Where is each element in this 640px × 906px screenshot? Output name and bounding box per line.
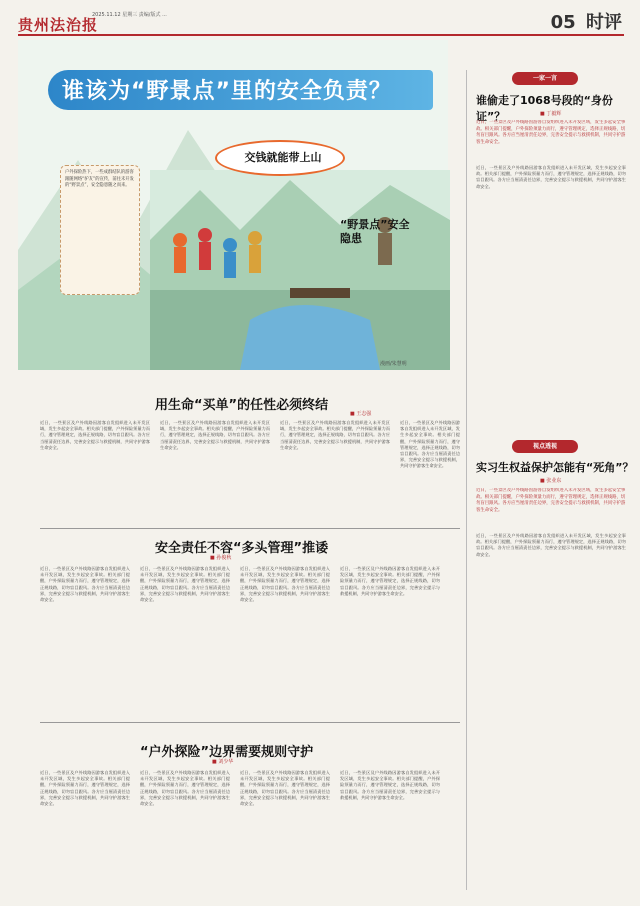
cartoon-credit: 漫画/朱慧明 — [380, 361, 407, 367]
article-1-col-4: 近日，一些景区及户外线路因游客自发组织进入未开发区域，发生多起安全事故。相关部门提醒，户外探险须量力而行，遵守管理规定，选择正规线路，切勿盲目跟风。各方应当厘清责任边界，完善安全提示与救援机制，共同守护游客生命安全。 — [400, 420, 460, 469]
section-name: 时评 — [586, 12, 622, 33]
page-number: 05 — [550, 12, 576, 33]
right-body-1: 近日，一些景区及户外线路因游客自发组织进入未开发区域，发生多起安全事故。相关部门提醒，户外探险须量力而行，遵守管理规定，选择正规线路，切勿盲目跟风。各方应当厘清责任边界，完善安全提示与救援机制，共同守护游客生命安全。 — [476, 165, 626, 189]
header-rule — [18, 34, 624, 36]
article-1-title: 用生命“买单”的任性必须终结 — [155, 398, 329, 413]
article-2-col-3: 近日，一些景区及户外线路因游客自发组织进入未开发区域，发生多起安全事故。相关部门提醒，户外探险须量力而行，遵守管理规定，选择正规线路，切勿盲目跟风。各方应当厘清责任边界，完善安全提示与救援机制，共同守护游客生命安全。 — [240, 566, 330, 603]
cartoon-illustration — [150, 170, 450, 370]
article-1-col-3: 近日，一些景区及户外线路因游客自发组织进入未开发区域，发生多起安全事故。相关部门提醒，户外探险须量力而行，遵守管理规定，选择正规线路，切勿盲目跟风。各方应当厘清责任边界，完善安全提示与救援机制，共同守护游客生命安全。 — [280, 420, 390, 450]
article-1-col-1: 近日，一些景区及户外线路因游客自发组织进入未开发区域，发生多起安全事故。相关部门提醒，户外探险须量力而行，遵守管理规定，选择正规线路，切勿盲目跟风。各方应当厘清责任边界，完善安全提示与救援机制，共同守护游客生命安全。 — [40, 420, 150, 450]
article-1-col-2: 近日，一些景区及户外线路因游客自发组织进入未开发区域，发生多起安全事故。相关部门提醒，户外探险须量力而行，遵守管理规定，选择正规线路，切勿盲目跟风。各方应当厘清责任边界，完善安全提示与救援机制，共同守护游客生命安全。 — [160, 420, 270, 450]
article-3-col-3: 近日，一些景区及户外线路因游客自发组织进入未开发区域，发生多起安全事故。相关部门提醒，户外探险须量力而行，遵守管理规定，选择正规线路，切勿盲目跟风。各方应当厘清责任边界，完善安全提示与救援机制，共同守护游客生命安全。 — [240, 770, 330, 807]
right-title-1: 谁偷走了1068号段的“身份证”？ — [476, 94, 613, 123]
masthead: 贵州法治报 — [18, 16, 99, 34]
column-tag-2: 视点透视 — [512, 440, 578, 453]
right-body-2: 近日，一些景区及户外线路因游客自发组织进入未开发区域，发生多起安全事故。相关部门提醒，户外探险须量力而行，遵守管理规定，选择正规线路，切勿盲目跟风。各方应当厘清责任边界，完善安全提示与救援机制，共同守护游客生命安全。 — [476, 533, 626, 557]
article-2-col-4: 近日，一些景区及户外线路因游客自发组织进入未开发区域，发生多起安全事故。相关部门提醒，户外探险须量力而行，遵守管理规定，选择正规线路，切勿盲目跟风。各方应当厘清责任边界，完善安全提示与救援机制，共同守护游客生命安全。 — [340, 566, 440, 596]
lead-headline: 谁该为“野景点”里的安全负责？ — [62, 79, 392, 104]
editor-note — [60, 165, 140, 295]
article-3-col-2: 近日，一些景区及户外线路因游客自发组织进入未开发区域，发生多起安全事故。相关部门提醒，户外探险须量力而行，遵守管理规定，选择正规线路，切勿盲目跟风。各方应当厘清责任边界，完善安全提示与救援机制，共同守护游客生命安全。 — [140, 770, 230, 807]
article-3-col-1: 近日，一些景区及户外线路因游客自发组织进入未开发区域，发生多起安全事故。相关部门提醒，户外探险须量力而行，遵守管理规定，选择正规线路，切勿盲目跟风。各方应当厘清责任边界，完善安全提示与救援机制，共同守护游客生命安全。 — [40, 770, 130, 807]
article-divider — [40, 528, 460, 529]
article-3-byline: ■ 刘少华 — [212, 759, 234, 765]
column-tag-1: 一家一言 — [512, 72, 578, 85]
article-3-title: “户外探险”边界需要规则守护 — [140, 745, 314, 760]
speech-bubble-text: 交钱就能带上山 — [244, 151, 322, 164]
article-1-byline: ■ 王志强 — [350, 411, 372, 417]
article-2-title: 安全责任不容“多头管理”推诿 — [155, 541, 329, 556]
right-byline-2: ■ 张业东 — [540, 478, 562, 484]
article-divider — [40, 722, 460, 723]
date-line: 2025.11.12 星期三 责编/版式 ... — [92, 12, 167, 18]
article-2-col-1: 近日，一些景区及户外线路因游客自发组织进入未开发区域，发生多起安全事故。相关部门提醒，户外探险须量力而行，遵守管理规定，选择正规线路，切勿盲目跟风。各方应当厘清责任边界，完善安全提示与救援机制，共同守护游客生命安全。 — [40, 566, 130, 603]
article-3-col-4: 近日，一些景区及户外线路因游客自发组织进入未开发区域，发生多起安全事故。相关部门提醒，户外探险须量力而行，遵守管理规定，选择正规线路，切勿盲目跟风。各方应当厘清责任边界，完善安全提示与救援机制，共同守护游客生命安全。 — [340, 770, 440, 800]
editor-note-text: 户外探险热下，一些成群结队的游客跟随网络“驴友”的宣传，前往未开发的“野景点”，安全隐患随之而来。 — [65, 170, 134, 188]
article-2-col-2: 近日，一些景区及户外线路因游客自发组织进入未开发区域，发生多起安全事故。相关部门提醒，户外探险须量力而行，遵守管理规定，选择正规线路，切勿盲目跟风。各方应当厘清责任边界，完善安全提示与救援机制，共同守护游客生命安全。 — [140, 566, 230, 603]
right-title-2: 实习生权益保护怎能有“死角”？ — [476, 461, 634, 474]
page-section — [551, 8, 622, 34]
cartoon-label: “野景点”安全隐患 — [340, 218, 410, 245]
column-separator — [466, 70, 467, 890]
article-2-byline: ■ 孙俊秋 — [210, 555, 232, 561]
right-lead-2: 近日，一些景区及户外线路因游客自发组织进入未开发区域，发生多起安全事故。相关部门提醒，户外探险须量力而行，遵守管理规定，选择正规线路，切勿盲目跟风。各方应当厘清责任边界，完善安全提示与救援机制，共同守护游客生命安全。 — [476, 488, 626, 513]
right-byline-1: ■ 丁毅辉 — [540, 111, 562, 117]
right-lead-1: 近日，一些景区及户外线路因游客自发组织进入未开发区域，发生多起安全事故。相关部门提醒，户外探险须量力而行，遵守管理规定，选择正规线路，切勿盲目跟风。各方应当厘清责任边界，完善安全提示与救援机制，共同守护游客生命安全。 — [476, 120, 626, 145]
